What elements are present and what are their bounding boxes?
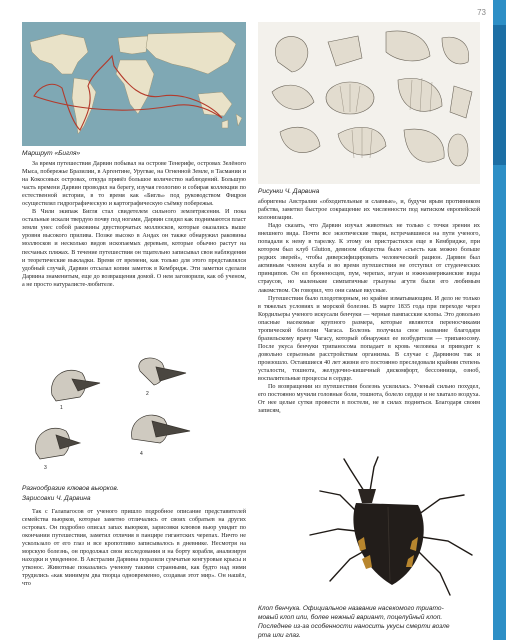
- bug-caption-1: Клоп бенчука. Официальное название насекомого триато-: [258, 605, 444, 612]
- paragraph: В Чили экипаж Бигля стал свидетелем сильного землетрясения. И пока остальные искали твердую почву под ногами, Дарвин следил как поднимаются пласт земли унес собой раковины двустворчатых моллюсков, которые оказались выше уровня высокого прилива. Позже высоко в Андах он также обнаружил раковины моллюсков и несколько видов ископаемых деревьев, которые обычно растут на песчаных пляжах. В течение путешествия он тщательно записывал свои наблюдения и теоретические выкладки. Время от времени, как только для этого представлялся удобный случай, Дарвин отсылал копии заметок в Кембридж. Эти заметки сделали Дарвина знаменитым, еще до возвращения домой. О нем заговорили, как об ученом, а не просто натуралисте-любителе.: [22, 209, 246, 288]
- beaks-caption-2: Зарисовки Ч. Дарвина: [22, 495, 91, 502]
- voyage-map: [22, 22, 246, 146]
- paragraph: По возвращении из путешествия болезнь усилилась. Ученый сильно похудел, его постоянно мучили головные боли, тошнота, болело сердце и не хватало воздуха. От нее целые сутки провести в постели, не в силах подняться. Благодаря своим записям,: [258, 384, 480, 415]
- map-caption: Маршрут «Бигля»: [22, 150, 81, 157]
- chapter-tab: [493, 25, 506, 165]
- page-number: 73: [477, 8, 486, 17]
- shells-illustration: [258, 22, 480, 184]
- svg-text:3: 3: [44, 465, 47, 471]
- left-column-top: [22, 160, 246, 289]
- bug-caption-3: Последнее из-за особенности наносить укусы смерти возле: [258, 623, 450, 630]
- chapter-sidebar: [493, 0, 506, 640]
- right-column: [258, 198, 480, 415]
- left-column-bottom: [22, 508, 246, 588]
- paragraph: За время путешествия Дарвин побывал на острове Тенерифе, островах Зелёного Мыса, побережье Бразилии, в Аргентине, Уругвае, на Огненной Земле, в Тасмании и на Кокосовых островах, откуда привёз большое количество наблюдений. Большую часть времени Дарвин проводил на берегу, изучая геологию и собирая коллекции по естественной истории, в то время как «Бигль» под руководством Фицроя осуществлял гидрографическую и картографическую съёмку побережья.: [22, 161, 246, 208]
- bug-caption-4: рта или глаз.: [258, 632, 301, 639]
- shells-caption: Рисунки Ч. Дарвина: [258, 188, 320, 195]
- bug-caption-2: мовый клоп или, более нежный вариант, поцелуйный клоп.: [258, 614, 443, 621]
- svg-text:1: 1: [60, 405, 63, 411]
- svg-text:2: 2: [146, 391, 149, 397]
- paragraph: Так с Галапагосов от ученого пришло подробное описание представителей семейства вьюрков, которые заметно отличались от своих собратьев на других островах. Он подробно описал запах выюрков, зарисовки клювов вьюр увидит по окончании путешествия, заметил отличия в панцире гигантских черепах. Ничто не ускользало от его глаз и все кропотливо записывалось в дневнике. Несмотря на морскую болезнь, он продолжал свои исследования и на борту корабля, анализируя находки и увиденное. В Австралии Дарвина поразили сумчатые кенгуровые крысы и утконос. Животные показались ученому такими странными, как будто над ними трудились «как минимум два творца одновременно, создавая этот мир». Он нашёл, что: [22, 509, 246, 588]
- paragraph: Надо сказать, что Дарвин изучал животных не только с точки зрения их внешнего вида. Почти все экзотические твари, встречавшиеся на пути ученого, попадали к нему в тарелку. К этому он пристрастился еще в Кембридже, при котором был клуб Glutton, девизом общества было «съесть как можно больше редких зверей», чтобы диверсифицировать человеческий рацион. Дарвин был активным членом клуба и во время путешествия не отступил от студенческих принципов. Он ел броненосцев, пум, черепах, игуан и южноамериканские виды страусов, но маленькие симпатичные грызуны агути были его любимым лакомством. Он говорил, что они самые вкусные.: [258, 223, 480, 294]
- beaks-caption-1: Разнообразие клювов вьюрков.: [22, 485, 119, 492]
- paragraph: Путешествия было плодотворным, но крайне изматывающим. И дело не только в тяжелых условиях и морской болезни. В марте 1835 года при переходе через Кордильеры ученого искусали бенчуки — черные пампасские клопы. Это довольно опасные насекомые крупного размера, которые являются переносчиками тропической болезни Чагаса. Болезнь получила свое название благодаря бразильскому врачу Чагасу, который обнаружил ее возбудителя — трипаносому. После укуса бенчуки трипаносома попадает в кровь человека и приводит к довольно серьезным расстройствам организма. В случае с Дарвином так и произошло. Оставшиеся 40 лет жизни его постоянно преследовали крайняя степень усталости, тошнота, желудочно-кишечный дискомфорт, бессонница, озноб, воспалительные процессы в сердце.: [258, 295, 480, 383]
- svg-text:4: 4: [140, 451, 143, 457]
- kissing-bug-illustration: [300, 455, 480, 603]
- finch-beaks-illustration: [22, 355, 222, 485]
- paragraph: аборигены Австралии «обходительные и славные», и, будучи ярым противником рабства, заметил быстрое сокращение их численности под натиском европейской колонизации.: [258, 199, 480, 222]
